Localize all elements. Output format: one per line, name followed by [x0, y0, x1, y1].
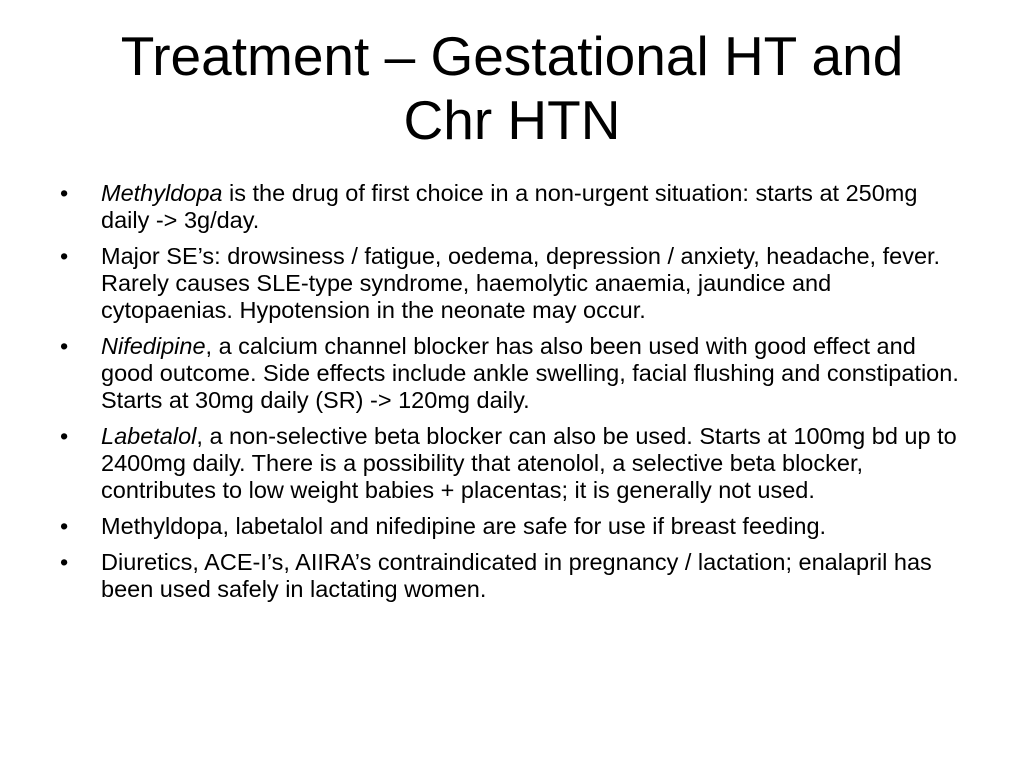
bullet-lead-drug: Methyldopa: [101, 180, 223, 206]
bullet-icon: •: [60, 549, 69, 575]
bullet-icon: •: [60, 243, 69, 269]
bullet-lead-drug: Labetalol: [101, 423, 197, 449]
bullet-text: is the drug of first choice in a non-urgent situation: starts at 250mg daily -> 3g/day.: [101, 180, 918, 233]
bullet-icon: •: [60, 423, 69, 449]
bullet-text: , a calcium channel blocker has also been used with good effect and good outcome. Side effects include ankle swelling, facial flushing and constipation. Starts at 30mg daily (SR) -> 120mg daily.: [101, 333, 959, 413]
bullet-text: , a non-selective beta blocker can also be used. Starts at 100mg bd up to 2400mg daily. There is a possibility that atenolol, a selective beta blocker, contributes to low weight babies + placentas; it is generally not used.: [101, 423, 957, 503]
bullet-icon: •: [60, 333, 69, 359]
bullet-text: Diuretics, ACE-I’s, AIIRA’s contraindicated in pregnancy / lactation; enalapril has been used safely in lactating women.: [101, 549, 932, 602]
bullet-list: [56, 180, 968, 612]
bullet-item-labetalol: [56, 423, 968, 504]
slide-title-line-1: Treatment – Gestational HT and: [120, 25, 904, 87]
bullet-item-contraindications: [56, 549, 968, 603]
bullet-item-methyldopa: [56, 180, 968, 234]
bullet-item-breast-feeding: [56, 513, 968, 540]
bullet-item-side-effects: [56, 243, 968, 324]
slide-title: [40, 24, 984, 152]
slide-title-line-2: Chr HTN: [403, 89, 621, 151]
bullet-text: Methyldopa, labetalol and nifedipine are safe for use if breast feeding.: [101, 513, 827, 539]
bullet-item-nifedipine: [56, 333, 968, 414]
bullet-lead-drug: Nifedipine: [101, 333, 206, 359]
bullet-icon: •: [60, 180, 69, 206]
bullet-icon: •: [60, 513, 69, 539]
bullet-text: Major SE’s: drowsiness / fatigue, oedema, depression / anxiety, headache, fever. Rarely causes SLE-type syndrome, haemolytic anaemia, jaundice and cytopaenias. Hypotension in the neonate may occur.: [101, 243, 941, 323]
